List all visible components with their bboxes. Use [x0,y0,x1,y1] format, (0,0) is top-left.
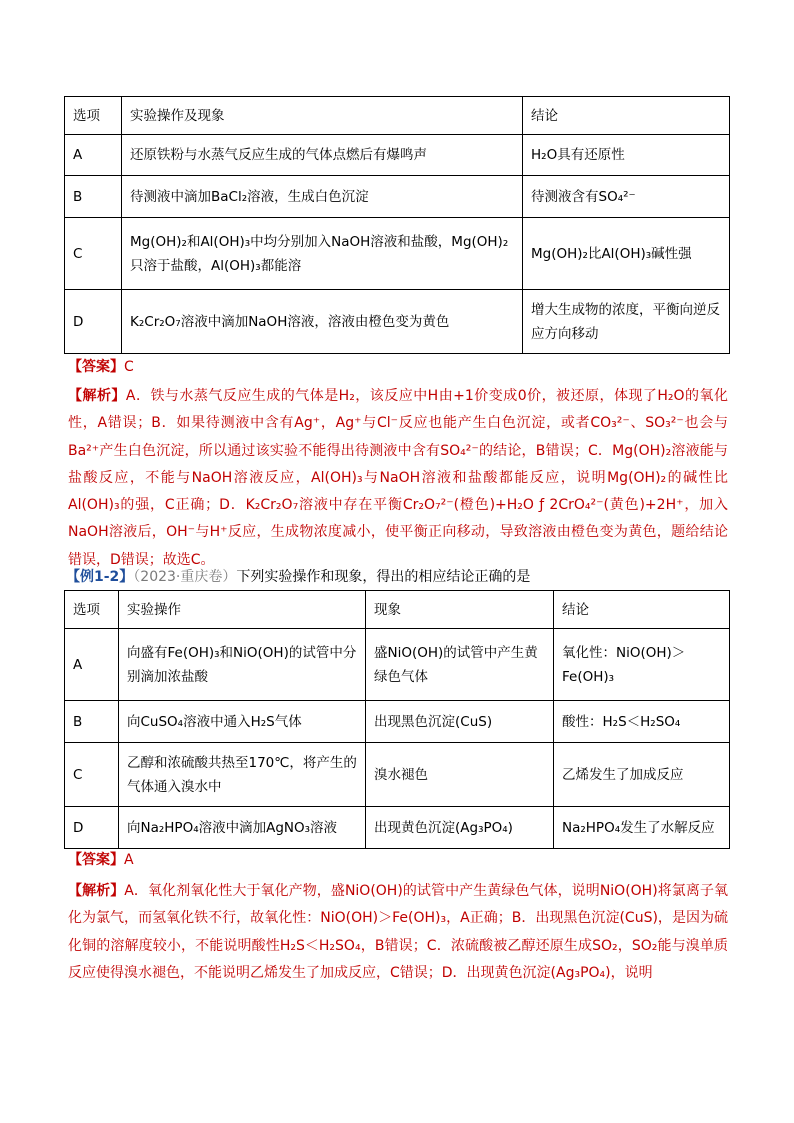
t1-header-operation: 实验操作及现象 [122,97,523,135]
table-row [65,218,730,290]
cell: 还原铁粉与水蒸气反应生成的气体点燃后有爆鸣声 [122,135,523,176]
table-2 [64,590,730,849]
cell: 盛NiO(OH)的试管中产生黄绿色气体 [366,629,554,701]
example-label: 【例1-2】 [66,569,134,585]
answer-value: A [124,852,134,868]
t2-header-operation: 实验操作 [119,591,366,629]
answer-1 [68,356,134,376]
analysis-text: A．铁与水蒸气反应生成的气体是H₂，该反应中H由+1价变成0价，被还原，体现了H₂O的氧化性，A错误；B．如果待测液中含有Ag⁺，Ag⁺与Cl⁻反应也能产生白色沉淀，或者CO₃²⁻、SO₃²⁻也会与Ba²⁺产生白色沉淀，所以通过该实验不能得出待测液中含有SO₄²⁻的结论，B错误；C．Mg(OH)₂溶液能与盐酸反应，不能与NaOH溶液反应，Al(OH)₃与NaOH溶液和盐酸都能反应，说明Mg(OH)₂的碱性比Al(OH)₃的强，C正确；D．K₂Cr₂O₇溶液中存在平衡Cr₂O₇²⁻(橙色)+H₂O ƒ 2CrO₄²⁻(黄色)+2H⁺，加入NaOH溶液后，OH⁻与H⁺反应，生成物浓度减小，使平衡正向移动，导致溶液由橙色变为黄色，题给结论错误，D错误；故选C。 [68,388,729,568]
cell: 氧化性：NiO(OH)＞Fe(OH)₃ [554,629,730,701]
cell: C [65,743,119,807]
cell: 乙醇和浓硫酸共热至170℃，将产生的气体通入溴水中 [119,743,366,807]
table-row [65,290,730,354]
cell: 出现黑色沉淀(CuS) [366,701,554,743]
t1-header-conclusion: 结论 [523,97,730,135]
answer-label: 【答案】 [68,852,124,868]
cell: D [65,807,119,849]
example-heading [66,566,530,586]
analysis-label: 【解析】 [68,388,126,404]
cell: B [65,701,119,743]
analysis-1 [68,383,728,574]
example-source: （2023·重庆卷） [133,569,237,585]
cell: Na₂HPO₄发生了水解反应 [554,807,730,849]
answer-label: 【答案】 [68,359,124,375]
table-row [65,176,730,218]
cell: Mg(OH)₂比Al(OH)₃碱性强 [523,218,730,290]
t2-header-phenomenon: 现象 [366,591,554,629]
cell: 向CuSO₄溶液中通入H₂S气体 [119,701,366,743]
t2-header-option: 选项 [65,591,119,629]
analysis-text: A．氧化剂氧化性大于氧化产物，盛NiO(OH)的试管中产生黄绿色气体，说明NiO(OH)将氯离子氧化为氯气，而氢氧化铁不行，故氧化性：NiO(OH)＞Fe(OH)₃，A正确；B．出现黑色沉淀(CuS)，是因为硫化铜的溶解度较小，不能说明酸性H₂S＜H₂SO₄，B错误；C．浓硫酸被乙醇还原生成SO₂，SO₂能与溴单质反应使得溴水褪色，不能说明乙烯发生了加成反应，C错误；D．出现黄色沉淀(Ag₃PO₄)，说明 [68,883,729,981]
table-row [65,629,730,701]
cell: K₂Cr₂O₇溶液中滴加NaOH溶液，溶液由橙色变为黄色 [122,290,523,354]
cell: Mg(OH)₂和Al(OH)₃中均分别加入NaOH溶液和盐酸，Mg(OH)₂只溶于盐酸，Al(OH)₃都能溶 [122,218,523,290]
cell: 出现黄色沉淀(Ag₃PO₄) [366,807,554,849]
cell: D [65,290,122,354]
cell: 乙烯发生了加成反应 [554,743,730,807]
t2-header-conclusion: 结论 [554,591,730,629]
cell: 待测液含有SO₄²⁻ [523,176,730,218]
analysis-2 [68,878,728,987]
cell: B [65,176,122,218]
analysis-label: 【解析】 [68,883,125,899]
table-row [65,135,730,176]
cell: A [65,629,119,701]
table-row [65,743,730,807]
answer-2 [68,849,134,869]
cell: 待测液中滴加BaCl₂溶液，生成白色沉淀 [122,176,523,218]
cell: 酸性：H₂S＜H₂SO₄ [554,701,730,743]
cell: 向盛有Fe(OH)₃和NiO(OH)的试管中分别滴加浓盐酸 [119,629,366,701]
cell: A [65,135,122,176]
table-row [65,807,730,849]
table-1 [64,96,730,354]
cell: C [65,218,122,290]
t1-header-option: 选项 [65,97,122,135]
cell: 向Na₂HPO₄溶液中滴加AgNO₃溶液 [119,807,366,849]
table-row [65,701,730,743]
cell: H₂O具有还原性 [523,135,730,176]
cell: 增大生成物的浓度，平衡向逆反应方向移动 [523,290,730,354]
cell: 溴水褪色 [366,743,554,807]
example-question: 下列实验操作和现象，得出的相应结论正确的是 [236,569,531,585]
answer-value: C [124,359,134,375]
